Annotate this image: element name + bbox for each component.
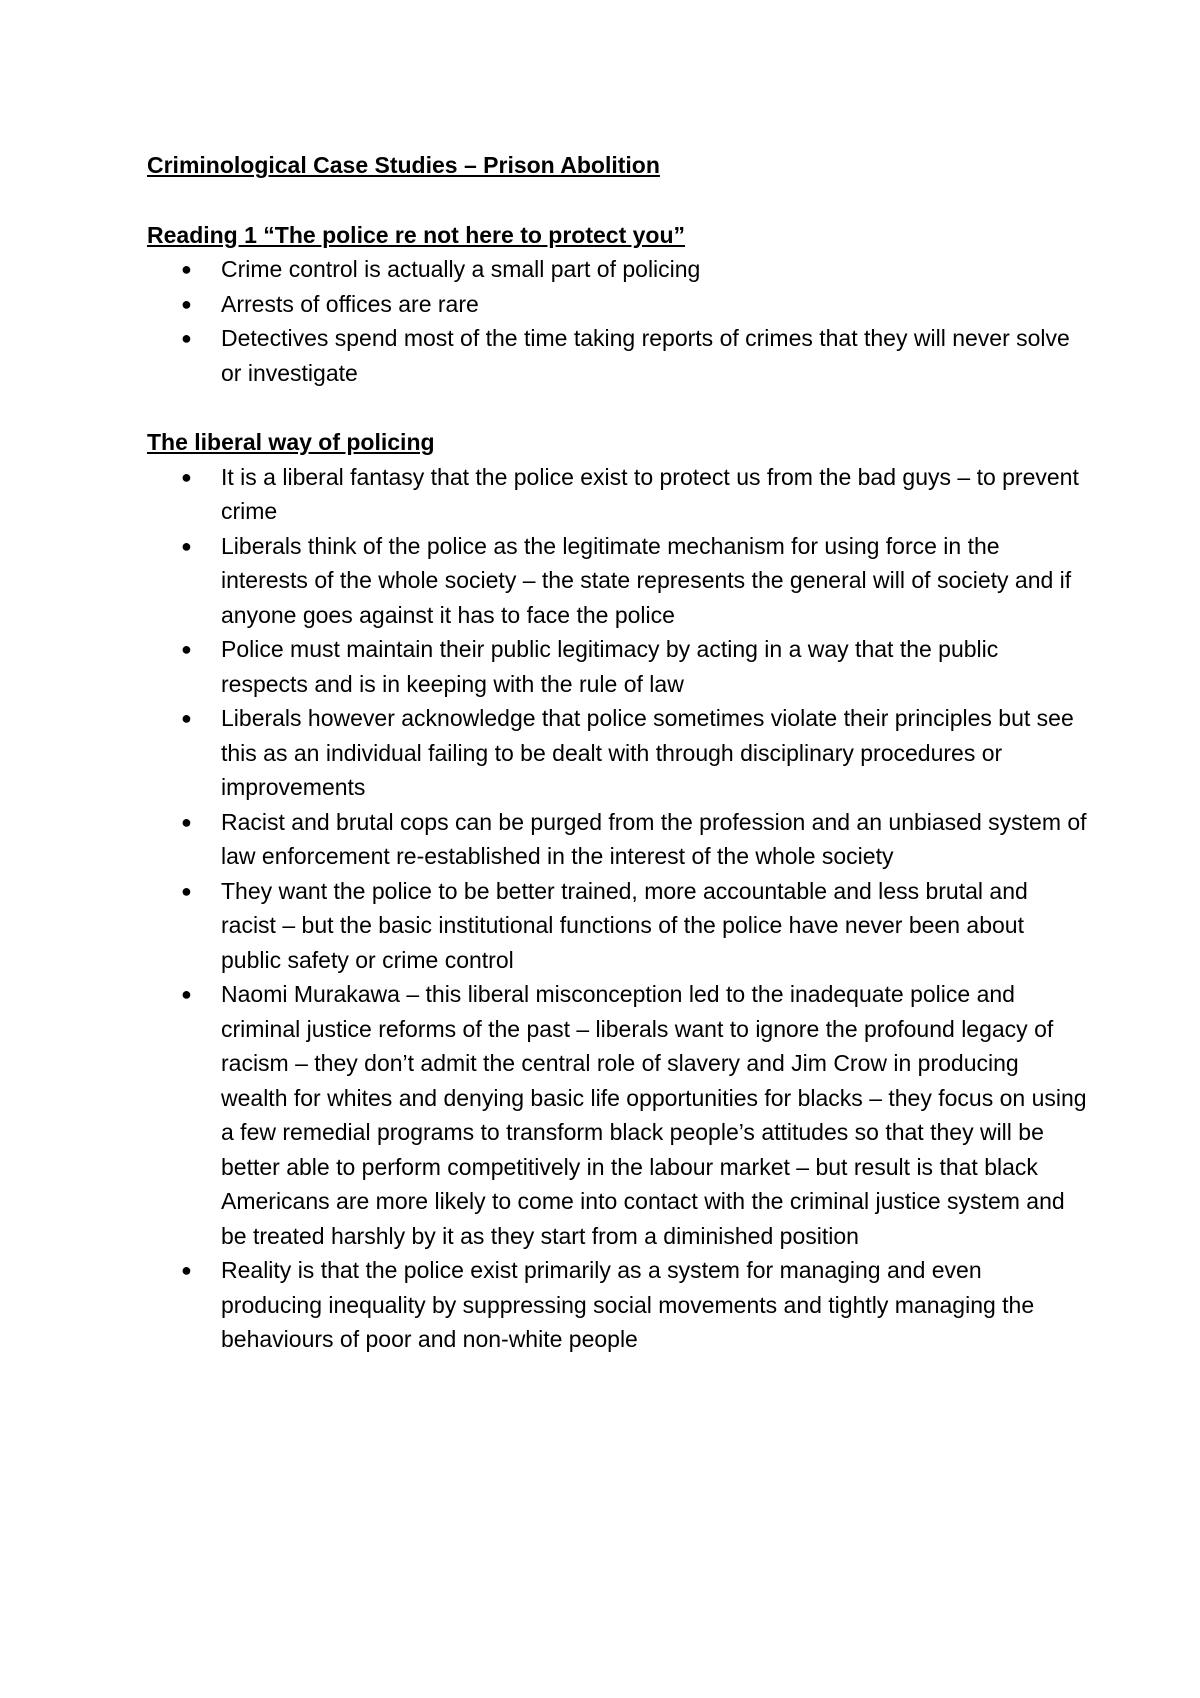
- list-item: [147, 701, 1087, 805]
- document-title: Criminological Case Studies – Prison Abolition: [147, 152, 660, 178]
- list-item-text: Police must maintain their public legitimacy by acting in a way that the public respects and is in keeping with the rule of law: [221, 636, 999, 697]
- section-heading-reading-1: Reading 1 “The police re not here to protect you”: [147, 221, 686, 248]
- bullet-icon: ●: [181, 1260, 192, 1280]
- list-item: [147, 632, 1087, 701]
- spacer: [147, 183, 1087, 218]
- bullet-icon: ●: [181, 259, 192, 279]
- list-item: [147, 1253, 1087, 1357]
- bullet-icon: ●: [181, 535, 192, 556]
- bullet-icon: ●: [181, 639, 192, 659]
- list-item: [147, 287, 1087, 322]
- spacer: [147, 390, 1087, 425]
- bullet-icon: ●: [181, 466, 192, 487]
- list-item-text: Liberals however acknowledge that police sometimes violate their principles but see this as an individual failing to be dealt with through disciplinary procedures or improvements: [221, 705, 1074, 800]
- list-item-text: Liberals think of the police as the legitimate mechanism for using force in the interests of the whole society – the state represents the general will of society and if anyone goes against it has to face the police: [221, 532, 1072, 628]
- section-heading-liberal-policing: The liberal way of policing: [147, 429, 435, 455]
- bullet-icon: ●: [181, 880, 192, 901]
- list-item: [147, 460, 1087, 529]
- list-item-text: They want the police to be better trained, more accountable and less brutal and racist – but the basic institutional functions of the police have never been about public safety or crime control: [221, 877, 1028, 973]
- list-item-text: Reality is that the police exist primarily as a system for managing and even producing inequality by suppressing social movements and tightly managing the behaviours of poor and non-white people: [221, 1257, 1035, 1352]
- bullet-icon: ●: [181, 811, 192, 832]
- list-item: [147, 874, 1087, 978]
- bullet-icon: ●: [181, 293, 192, 314]
- bullet-icon: ●: [181, 984, 192, 1004]
- list-item-text: It is a liberal fantasy that the police exist to protect us from the bad guys – to prevent crime: [221, 463, 1079, 524]
- bullet-icon: ●: [181, 328, 192, 348]
- list-item: [147, 321, 1087, 390]
- bullet-list-reading-1: [147, 252, 1087, 390]
- list-item: [147, 805, 1087, 874]
- list-item-text: Arrests of offices are rare: [221, 290, 479, 317]
- bullet-list-liberal-policing: [147, 460, 1087, 1357]
- list-item-text: Racist and brutal cops can be purged from the profession and an unbiased system of law enforcement re-established in the interest of the whole society: [221, 808, 1087, 869]
- list-item: [147, 529, 1087, 633]
- document-content: [147, 148, 1087, 1357]
- bullet-icon: ●: [181, 708, 192, 728]
- list-item-text: Crime control is actually a small part of policing: [221, 256, 701, 282]
- list-item-text: Naomi Murakawa – this liberal misconception led to the inadequate police and criminal justice reforms of the past – liberals want to ignore the profound legacy of racism – they don’t admit the central role of slavery and Jim Crow in producing wealth for whites and denying basic life opportunities for blacks – they focus on using a few remedial programs to transform black people’s attitudes so that they will be better able to perform competitively in the labour market – but result is that black Americans are more likely to come into contact with the criminal justice system and be treated harshly by it as they start from a diminished position: [221, 981, 1087, 1249]
- list-item: [147, 977, 1087, 1253]
- list-item-text: Detectives spend most of the time taking reports of crimes that they will never solve or investigate: [221, 325, 1070, 386]
- list-item: [147, 252, 1087, 287]
